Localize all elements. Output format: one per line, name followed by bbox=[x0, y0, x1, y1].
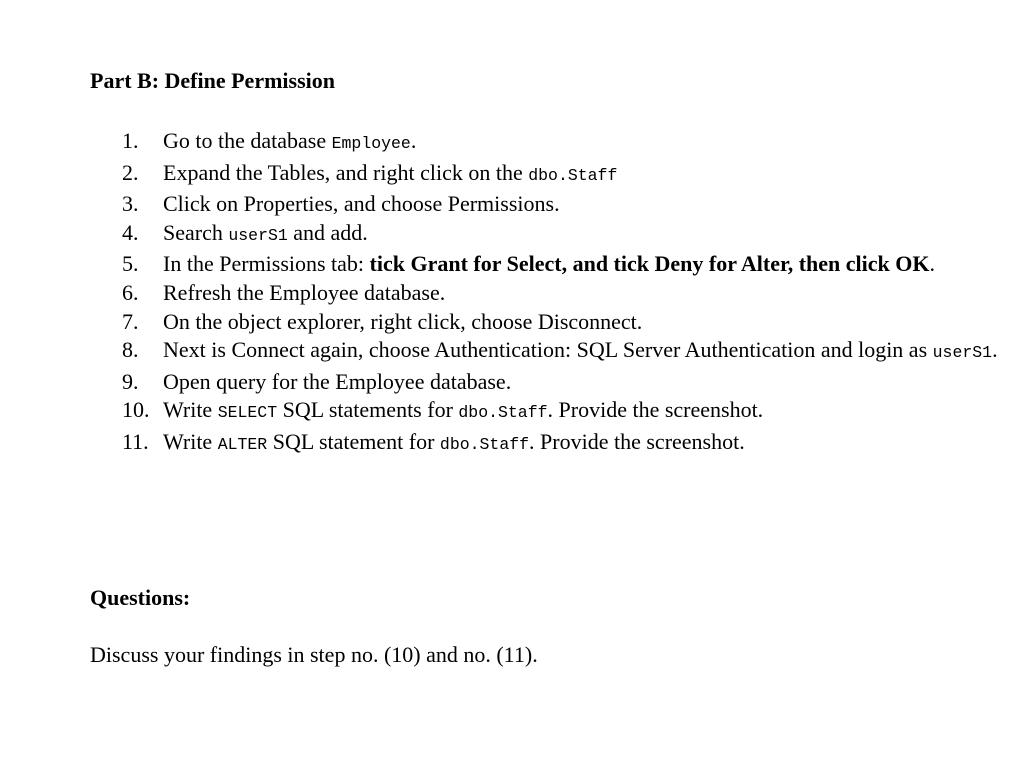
step-number: 10. bbox=[122, 397, 150, 423]
step-number: 4. bbox=[122, 219, 139, 245]
list-item-step-7 bbox=[122, 308, 1002, 337]
list-item-step-8 bbox=[122, 336, 1002, 368]
code-dbo-staff: dbo.Staff bbox=[528, 165, 618, 185]
list-item-step-11 bbox=[122, 428, 1002, 460]
list-item-step-3 bbox=[122, 190, 1002, 219]
step-text: Write bbox=[163, 428, 218, 454]
section-title-part-b: Part B: Define Permission bbox=[90, 68, 335, 93]
step-number: 1. bbox=[122, 128, 139, 153]
step-number: 11. bbox=[122, 428, 149, 454]
step-text: SQL statements for bbox=[277, 397, 459, 423]
list-item-step-10 bbox=[122, 396, 1002, 428]
step-text: Click on Properties, and choose Permissions. bbox=[163, 191, 560, 217]
steps-list bbox=[122, 127, 1002, 460]
step-text: On the object explorer, right click, choose Disconnect. bbox=[163, 308, 643, 334]
code-users1: userS1 bbox=[228, 225, 288, 245]
step-text: and add. bbox=[287, 219, 368, 245]
step-text: Next is Connect again, choose Authentication: SQL Server Authentication and login as bbox=[163, 337, 933, 363]
step-text: In the Permissions tab: bbox=[163, 251, 370, 277]
code-dbo-staff: dbo.Staff bbox=[439, 434, 530, 454]
step-text: Open query for the Employee database. bbox=[163, 368, 512, 394]
step-text: . bbox=[929, 251, 935, 277]
step-number: 2. bbox=[122, 159, 139, 185]
step-number: 7. bbox=[122, 308, 139, 334]
list-item-step-6 bbox=[122, 279, 1002, 308]
list-item-step-1 bbox=[122, 127, 1002, 159]
code-dbo-staff: dbo.Staff bbox=[458, 403, 548, 423]
code-users1: userS1 bbox=[932, 343, 993, 363]
step-text: . Provide the screenshot. bbox=[547, 397, 764, 423]
step-number: 5. bbox=[122, 251, 139, 277]
step-text: Search bbox=[163, 219, 229, 245]
step-number: 8. bbox=[122, 337, 139, 363]
step-text: Go to the database bbox=[163, 128, 332, 153]
step-bold-instruction: tick Grant for Select, and tick Deny for Alter, then click OK bbox=[369, 251, 930, 277]
step-number: 6. bbox=[122, 279, 139, 305]
code-employee: Employee bbox=[331, 134, 411, 153]
list-item-step-5 bbox=[122, 250, 1002, 279]
question-text: Discuss your findings in step no. (10) and no. (11). bbox=[90, 642, 538, 667]
list-item-step-2 bbox=[122, 159, 1002, 191]
step-text: . Provide the screenshot. bbox=[529, 428, 745, 454]
step-number: 3. bbox=[122, 191, 139, 217]
step-text: SQL statement for bbox=[267, 428, 440, 454]
step-text: Write bbox=[163, 397, 218, 423]
step-text: . bbox=[992, 337, 998, 363]
step-text: . bbox=[410, 128, 417, 153]
step-text: Expand the Tables, and right click on the bbox=[163, 159, 529, 185]
step-number: 9. bbox=[122, 368, 139, 394]
step-text: Refresh the Employee database. bbox=[163, 279, 446, 305]
list-item-step-4 bbox=[122, 219, 1002, 251]
section-title-questions: Questions: bbox=[90, 585, 191, 610]
code-alter: ALTER bbox=[217, 434, 268, 454]
code-select: SELECT bbox=[217, 403, 278, 423]
list-item-step-9 bbox=[122, 368, 1002, 397]
